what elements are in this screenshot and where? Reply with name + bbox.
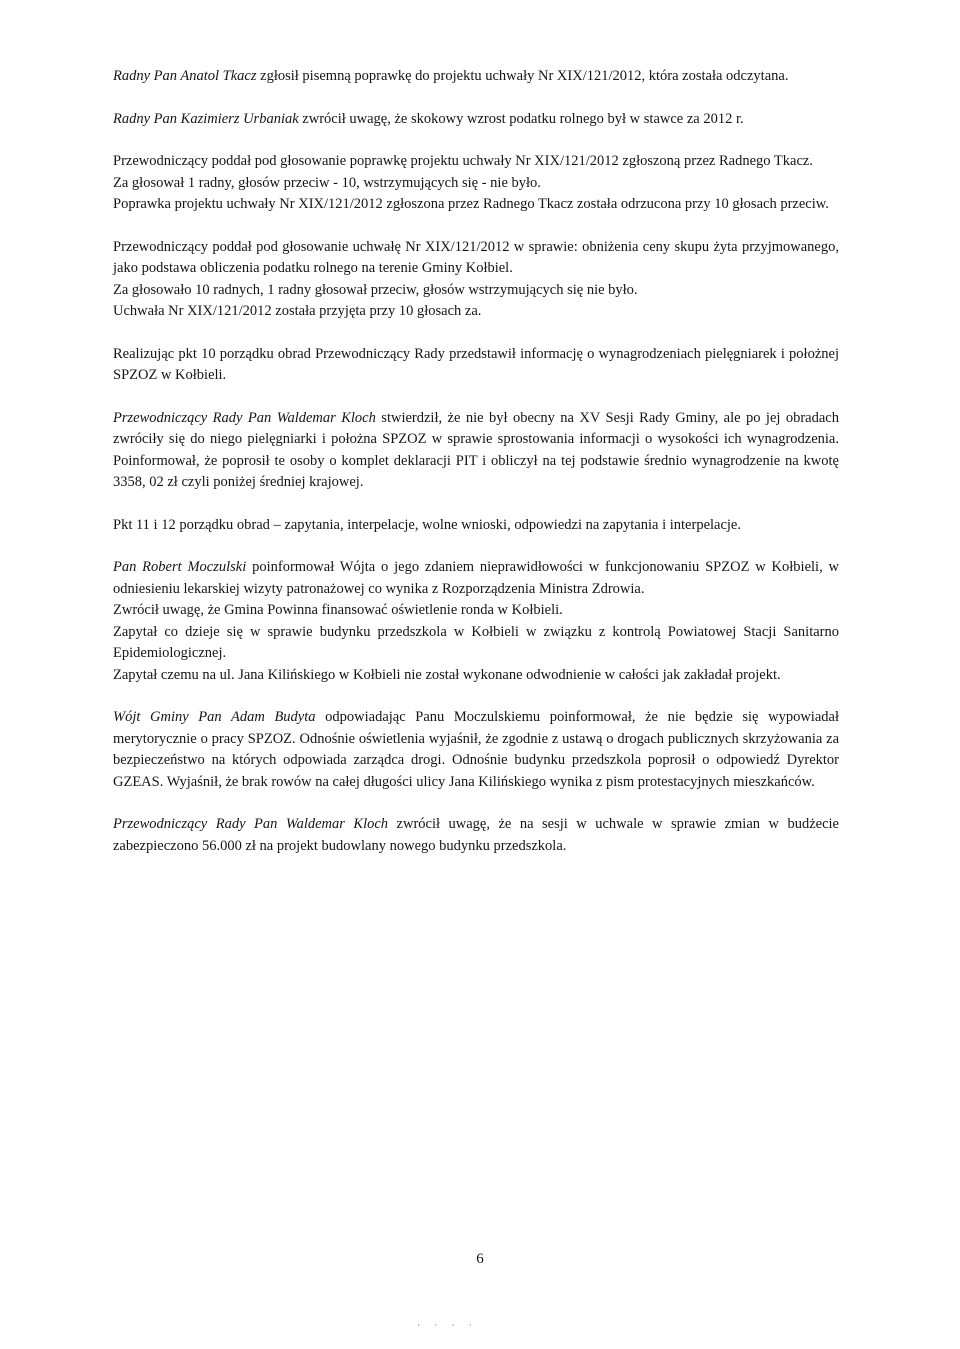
paragraph-line bbox=[113, 707, 839, 793]
paragraph bbox=[113, 109, 839, 131]
paragraph-text: Realizując pkt 10 porządku obrad Przewodniczący Rady przedstawił informację o wynagrodzeniach pielęgniarek i położnej SPZOZ w Kołbieli. bbox=[113, 345, 839, 383]
paragraph-text: zgłosił pisemną poprawkę do projektu uchwały Nr XIX/121/2012, która została odczytana. bbox=[256, 68, 789, 84]
footer-marks: · · · · bbox=[417, 1320, 478, 1330]
speaker-name: Przewodniczący Rady Pan Waldemar Kloch bbox=[113, 816, 389, 832]
paragraph-line bbox=[113, 109, 839, 131]
paragraph-text: Przewodniczący poddał pod głosowanie poprawkę projektu uchwały Nr XIX/121/2012 zgłoszoną przez Radnego Tkacz. bbox=[113, 153, 813, 169]
paragraph-text: zwrócił uwagę, że na sesji w uchwale w sprawie zmian w budżecie zabezpieczono 56.000 zł na projekt budowlany nowego budynku przedszkola. bbox=[113, 816, 839, 854]
paragraph-text: poinformował Wójta o jego zdaniem nieprawidłowości w funkcjonowaniu SPZOZ w Kołbieli, w odniesieniu lekarskiej wizyty patronażowej co wynika z Rozporządzenia Ministra Zdrowia. bbox=[113, 559, 839, 597]
paragraph bbox=[113, 237, 839, 323]
paragraph-line bbox=[113, 814, 839, 857]
paragraph-text: Pkt 11 i 12 porządku obrad – zapytania, interpelacje, wolne wnioski, odpowiedzi na zapytania i interpelacje. bbox=[113, 516, 741, 533]
paragraph bbox=[113, 515, 839, 537]
paragraph-text: Zapytał co dzieje się w sprawie budynku przedszkola w Kołbieli w związku z kontrolą Powiatowej Stacji Sanitarno Epidemiologicznej. bbox=[113, 623, 839, 661]
paragraph-text: Zwrócił uwagę, że Gmina Powinna finansować oświetlenie ronda w Kołbieli. bbox=[113, 602, 563, 618]
paragraph-line bbox=[113, 151, 839, 173]
paragraph-line bbox=[113, 280, 839, 302]
paragraph-line bbox=[113, 344, 839, 387]
paragraph-text: Zapytał czemu na ul. Jana Kilińskiego w Kołbieli nie został wykonane odwodnienie w całości jak zakładał projekt. bbox=[113, 666, 781, 683]
paragraph-line bbox=[113, 66, 839, 88]
paragraph-text: stwierdził, że nie był obecny na XV Sesji Rady Gminy, ale po jej obradach zwróciły się do niego pielęgniarki i położna SPZOZ w sprawie sprostowania informacji o wysokości ich wynagrodzenia. Poinformował, że poprosił te osoby o komplet deklaracji PIT i obliczył na tej podstawie średnio wynagrodzenie na kwotę 3358, 02 zł czyli poniżej średniej krajowej. bbox=[113, 409, 839, 490]
page-number: 6 bbox=[476, 1251, 484, 1267]
paragraph-text: odpowiadając Panu Moczulskiemu poinformował, że nie będzie się wypowiadał merytorycznie o pracy SPZOZ. Odnośnie oświetlenia wyjaśnił, że zgodnie z ustawą o drogach publicznych skrzyżowania za bezpieczeństwo na których odpowiada zarządca drogi. Odnośnie budynku przedszkola poprosił o odpowiedź Dyrektor GZEAS. Wyjaśnił, że brak rowów na całej długości ulicy Jana Kilińskiego wynika z pism protestacyjnych mieszkańców. bbox=[113, 709, 839, 790]
document-body bbox=[113, 66, 839, 878]
paragraph bbox=[113, 66, 839, 88]
speaker-name: Przewodniczący Rady Pan Waldemar Kloch bbox=[113, 409, 376, 426]
paragraph bbox=[113, 814, 839, 857]
speaker-name: Wójt Gminy Pan Adam Budyta bbox=[113, 709, 316, 725]
paragraph-text: Poprawka projektu uchwały Nr XIX/121/2012 zgłoszona przez Radnego Tkacz została odrzucona przy 10 głosach przeciw. bbox=[113, 196, 829, 212]
paragraph bbox=[113, 151, 839, 216]
paragraph-text: Za głosował 1 radny, głosów przeciw - 10, wstrzymujących się - nie było. bbox=[113, 174, 541, 191]
paragraph-line bbox=[113, 557, 839, 600]
speaker-name: Radny Pan Kazimierz Urbaniak bbox=[113, 110, 299, 127]
paragraph-line bbox=[113, 194, 839, 216]
paragraph-text: Za głosowało 10 radnych, 1 radny głosował przeciw, głosów wstrzymujących się nie było. bbox=[113, 281, 638, 298]
paragraph-line bbox=[113, 665, 839, 687]
paragraph-line bbox=[113, 173, 839, 195]
paragraph-text: Przewodniczący poddał pod głosowanie uchwałę Nr XIX/121/2012 w sprawie: obniżenia ceny skupu żyta przyjmowanego, jako podstawa obliczenia podatku rolnego na terenie Gminy Kołbiel. bbox=[113, 238, 839, 276]
paragraph-line bbox=[113, 237, 839, 280]
paragraph bbox=[113, 557, 839, 686]
paragraph-line bbox=[113, 515, 839, 537]
paragraph-line bbox=[113, 408, 839, 494]
speaker-name: Pan Robert Moczulski bbox=[113, 559, 247, 575]
paragraph-line bbox=[113, 600, 839, 622]
paragraph bbox=[113, 344, 839, 387]
paragraph-text: zwrócił uwagę, że skokowy wzrost podatku rolnego był w stawce za 2012 r. bbox=[298, 110, 744, 127]
paragraph-line bbox=[113, 622, 839, 665]
paragraph-line bbox=[113, 301, 839, 323]
paragraph bbox=[113, 707, 839, 793]
paragraph bbox=[113, 408, 839, 494]
paragraph-text: Uchwała Nr XIX/121/2012 została przyjęta przy 10 głosach za. bbox=[113, 303, 482, 319]
speaker-name: Radny Pan Anatol Tkacz bbox=[113, 68, 257, 84]
